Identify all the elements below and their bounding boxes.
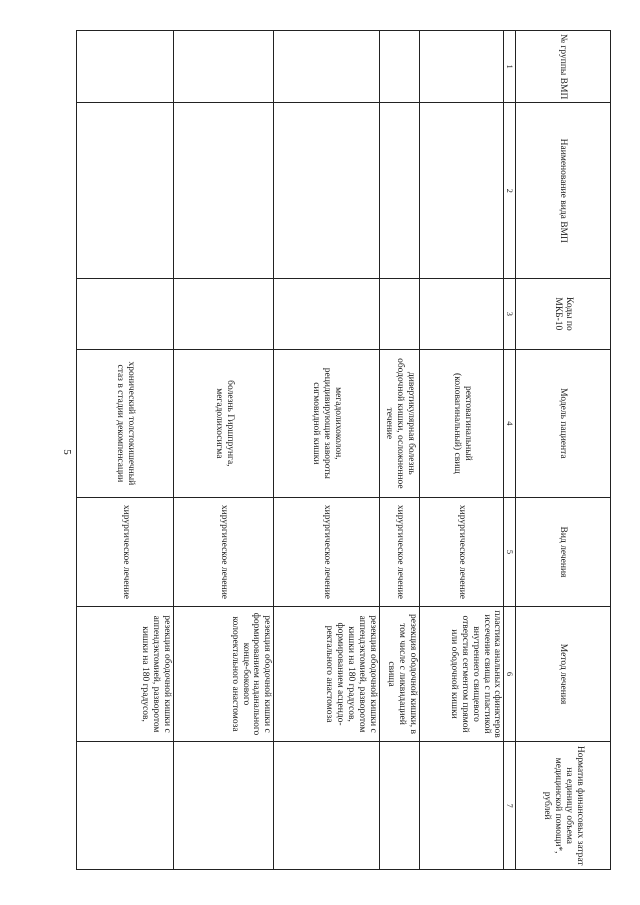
- header-icd-codes: Коды по МКБ-10: [516, 279, 611, 349]
- treatment-method: резекция ободочной кишки с аппендэктомией, разворотом кишки на 180 градусов,: [140, 615, 173, 733]
- table-row: [174, 31, 274, 870]
- header-group-number: № группы ВМП: [516, 31, 611, 103]
- treatment-type: хирургическое лечение: [77, 498, 174, 607]
- header-vmp-name: Наименование вида ВМП: [516, 103, 611, 279]
- treatment-method-cell: [274, 606, 380, 742]
- column-number: 6: [504, 606, 516, 742]
- column-number: 2: [504, 103, 516, 279]
- treatment-type: хирургическое лечение: [379, 498, 419, 607]
- column-number: 5: [504, 498, 516, 607]
- treatment-type: хирургическое лечение: [174, 498, 274, 607]
- treatment-method-cell: [77, 606, 174, 742]
- page-number-text: 5: [61, 449, 73, 455]
- vmp-table: [76, 30, 611, 870]
- patient-model: дивертикулярная болезнь ободочной кишки, осложненное течение: [379, 349, 419, 498]
- column-number: 3: [504, 279, 516, 349]
- header-treatment-method: Метод лечения: [516, 606, 611, 742]
- page-number: [61, 441, 73, 463]
- treatment-method-cell: [379, 606, 419, 742]
- treatment-method-cell: [174, 606, 274, 742]
- treatment-method: иссечение свища с пластикой внутреннего свищевого отверстия сегментом прямой или ободочной кишки: [448, 614, 492, 734]
- treatment-method: резекция ободочной кишки с формированием наданального конце-бокового колоректального анастомоза: [229, 612, 273, 736]
- treatment-method-cell: [420, 606, 504, 742]
- treatment-method: пластика анальных сфинктеров: [492, 610, 503, 738]
- table-row: [420, 31, 504, 870]
- treatment-method: резекция ободочной кишки с аппендэктомией, разворотом кишки на 180 градусов, формированием асцендо-ректального анастомоза: [324, 615, 378, 733]
- column-number: 7: [504, 742, 516, 870]
- treatment-type: хирургическое лечение: [274, 498, 380, 607]
- patient-model: болезнь Гиршпрунга, мегадолихосигма: [174, 349, 274, 498]
- table-row: [379, 31, 419, 870]
- patient-model: хронический толстокишечный стаз в стадии декомпенсации: [77, 349, 174, 498]
- table-row: [274, 31, 380, 870]
- table-wrapper: [76, 30, 611, 870]
- treatment-method: резекция ободочной кишки, в том числе с ликвидацией свища: [386, 614, 419, 735]
- table-row: [77, 31, 174, 870]
- column-number: 4: [504, 349, 516, 498]
- header-patient-model: Модель пациента: [516, 349, 611, 498]
- rotated-table: [76, 30, 611, 870]
- column-number: 1: [504, 31, 516, 103]
- header-cost-standard: Норматив финансовых затрат на единицу объема медицинской помощи*, рублей: [516, 742, 611, 870]
- treatment-type: хирургическое лечение: [420, 498, 504, 607]
- header-treatment-type: Вид лечения: [516, 498, 611, 607]
- column-number-row: [504, 31, 516, 870]
- patient-model: ректовагинальный (коловагинальный) свищ: [420, 349, 504, 498]
- header-row: [516, 31, 611, 870]
- patient-model: мегадолихоколон, рецидивирующие завороты сигмовидной кишки: [274, 349, 380, 498]
